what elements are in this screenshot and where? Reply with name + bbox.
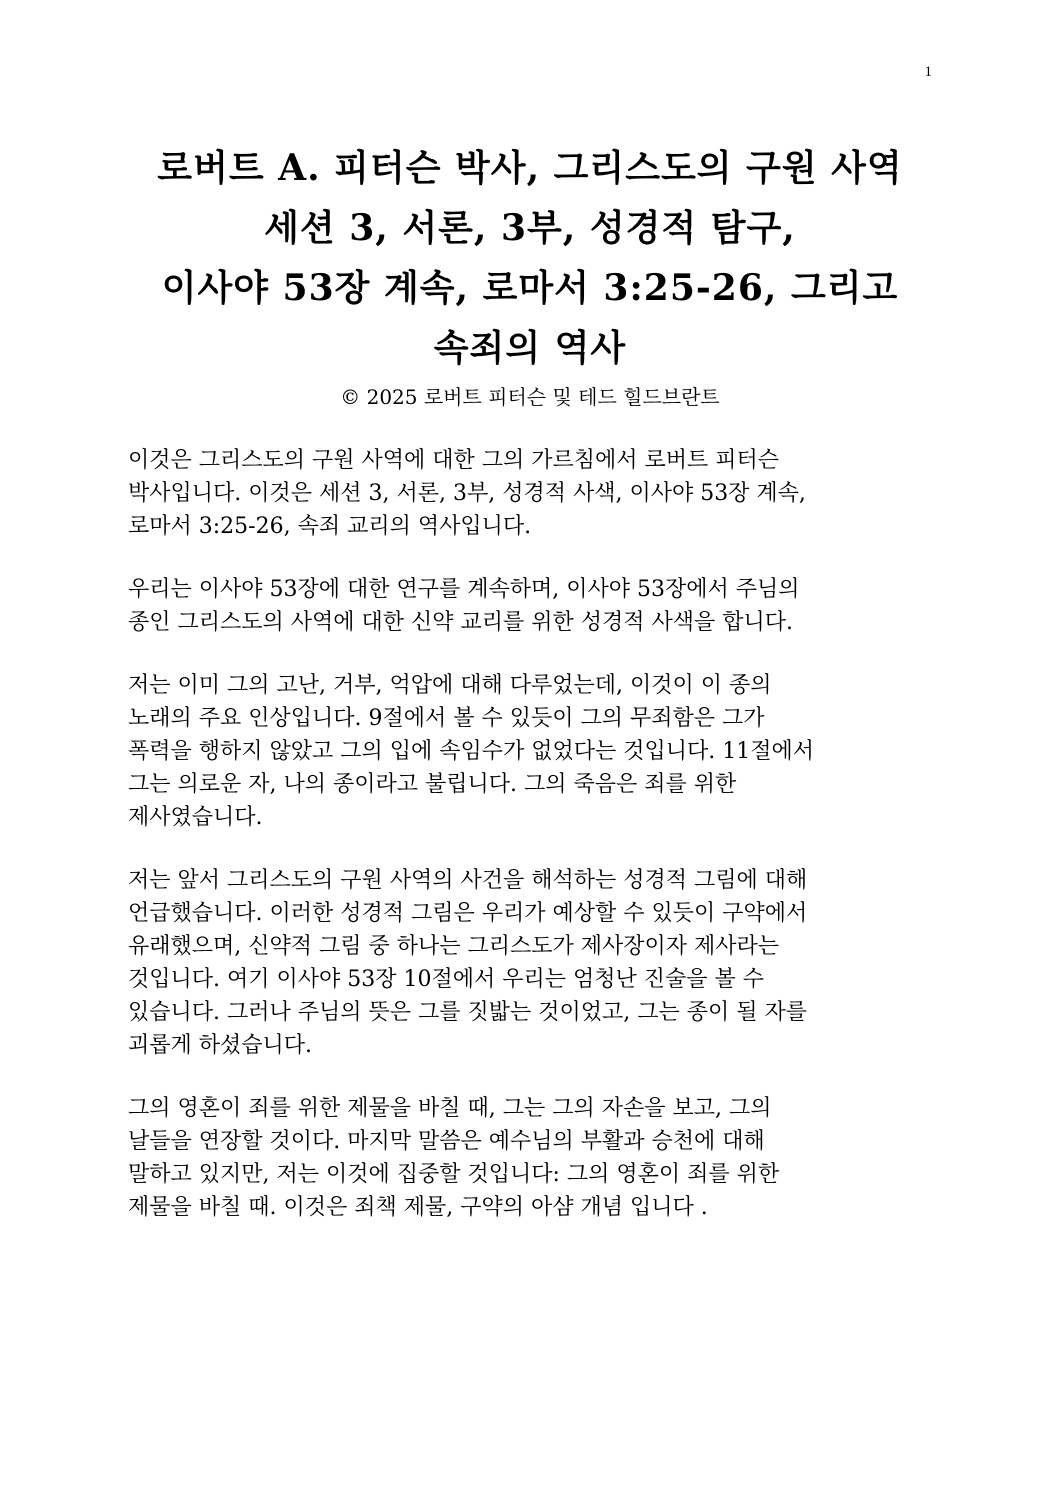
text-line: 로마서 3:25-26, 속죄 교리의 역사입니다. <box>128 514 532 539</box>
text-line: 제사였습니다. <box>128 805 263 830</box>
title-line: 이사야 53장 계속, 로마서 3:25-26, 그리고 <box>161 267 899 309</box>
document-title <box>60 138 1000 412</box>
title-line: 속죄의 역사 <box>433 327 627 369</box>
text-line: 폭력을 행하지 않았고 그의 입에 속임수가 없었다는 것입니다. 11절에서 <box>128 739 814 764</box>
page-number: 1 <box>924 64 932 80</box>
text-line: 이것은 그리스도의 구원 사역에 대한 그의 가르침에서 로버트 피터슨 <box>128 448 780 473</box>
text-line: 종인 그리스도의 사역에 대한 신약 교리를 위한 성경적 사색을 합니다. <box>128 610 793 635</box>
text-line: 저는 앞서 그리스도의 구원 사역의 사건을 해석하는 성경적 그림에 대해 <box>128 868 808 893</box>
paragraph <box>128 669 928 834</box>
text-line: 날들을 연장할 것이다. 마지막 말씀은 예수님의 부활과 승천에 대해 <box>128 1129 765 1154</box>
text-line: 말하고 있지만, 저는 이것에 집중할 것입니다: 그의 영혼이 죄를 위한 <box>128 1162 780 1187</box>
paragraph <box>128 1092 928 1224</box>
copyright-notice: © 2025 로버트 피터슨 및 테드 힐드브란트 <box>340 385 720 409</box>
text-line: 박사입니다. 이것은 세션 3, 서론, 3부, 성경적 사색, 이사야 53장 계속, <box>128 481 806 506</box>
text-line: 것입니다. 여기 이사야 53장 10절에서 우리는 엄청난 진술을 볼 수 <box>128 967 764 992</box>
text-line: 괴롭게 하셨습니다. <box>128 1033 313 1058</box>
text-line: 유래했으며, 신약적 그림 중 하나는 그리스도가 제사장이자 제사라는 <box>128 934 780 959</box>
text-line: 제물을 바칠 때. 이것은 죄책 제물, 구약의 아샴 개념 입니다 . <box>128 1195 708 1220</box>
text-line: 그는 의로운 자, 나의 종이라고 불립니다. 그의 죽음은 죄를 위한 <box>128 772 737 797</box>
paragraph <box>128 573 928 639</box>
text-line: 있습니다. 그러나 주님의 뜻은 그를 짓밟는 것이었고, 그는 종이 될 자를 <box>128 1000 807 1025</box>
paragraph <box>128 864 928 1062</box>
text-line: 우리는 이사야 53장에 대한 연구를 계속하며, 이사야 53장에서 주님의 <box>128 577 800 602</box>
text-line: 그의 영혼이 죄를 위한 제물을 바칠 때, 그는 그의 자손을 보고, 그의 <box>128 1096 772 1121</box>
text-line: 노래의 주요 인상입니다. 9절에서 볼 수 있듯이 그의 무죄함은 그가 <box>128 706 765 731</box>
title-line: 세션 3, 서론, 3부, 성경적 탐구, <box>264 207 796 249</box>
title-line: 로버트 A. 피터슨 박사, 그리스도의 구원 사역 <box>157 147 903 189</box>
text-line: 언급했습니다. 이러한 성경적 그림은 우리가 예상할 수 있듯이 구약에서 <box>128 901 808 926</box>
text-line: 저는 이미 그의 고난, 거부, 억압에 대해 다루었는데, 이것이 이 종의 <box>128 673 772 698</box>
paragraph <box>128 444 928 543</box>
document-body <box>128 444 928 1254</box>
